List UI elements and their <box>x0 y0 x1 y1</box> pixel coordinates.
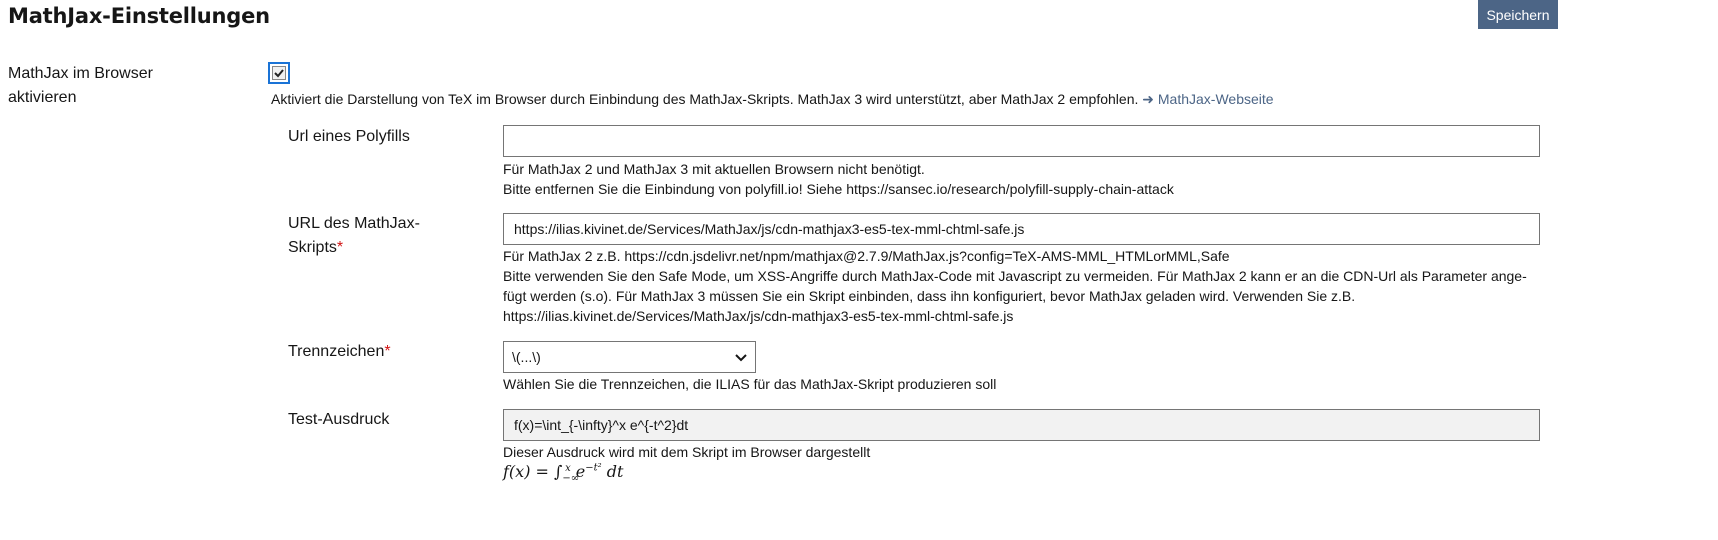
script-url-help <box>503 246 1543 326</box>
checkmark-icon <box>272 66 286 80</box>
enable-mathjax-description <box>271 89 1274 109</box>
polyfill-help <box>503 159 1543 199</box>
delimiter-select[interactable] <box>503 341 756 373</box>
arrow-right-icon: ➜ <box>1142 91 1154 107</box>
polyfill-url-input[interactable] <box>503 125 1540 157</box>
script-url-label-line: URL des MathJax- <box>288 215 420 232</box>
delimiter-label <box>288 340 488 364</box>
test-expression-input[interactable]: f(x)=\int_{-\infty}^x e^{-t^2}dt <box>503 409 1540 441</box>
polyfill-label: Url eines Polyfills <box>288 128 410 145</box>
page-title: MathJax-Einstellungen <box>8 4 270 28</box>
script-url-input[interactable]: https://ilias.kivinet.de/Services/MathJax/js/cdn-mathjax3-es5-tex-mml-chtml-safe.js <box>503 213 1540 245</box>
save-button[interactable]: Speichern <box>1478 0 1558 29</box>
formula-lower-bound: −∞ <box>562 473 580 485</box>
rendered-formula <box>503 462 623 484</box>
required-marker: * <box>336 239 344 256</box>
polyfill-help-line: Für MathJax 2 und MathJax 3 mit aktuellen Browsern nicht benötigt. <box>503 161 925 177</box>
enable-mathjax-checkbox[interactable] <box>268 62 290 84</box>
script-url-label-line: Skripts <box>288 239 337 256</box>
formula-dt: dt <box>606 462 624 481</box>
mathjax-website-link[interactable] <box>1142 91 1273 107</box>
delimiter-selected-value: \(...\) <box>512 349 541 365</box>
formula-upper-bound: x <box>565 462 571 474</box>
required-marker: * <box>384 343 391 360</box>
chevron-down-icon <box>735 349 747 365</box>
script-url-help-line: https://ilias.kivinet.de/Services/MathJax/js/cdn-mathjax3-es5-tex-mml-chtml-safe.js <box>503 308 1014 324</box>
test-expression-label: Test-Ausdruck <box>288 411 390 428</box>
polyfill-help-line: Bitte entfernen Sie die Einbindung von polyfill.io! Siehe https://sansec.io/research/polyfill-supply-chain-attack <box>503 181 1174 197</box>
formula-exponent: −t² <box>585 462 602 474</box>
script-url-label <box>288 212 488 260</box>
formula-lhs: f(x) = ∫ <box>503 462 563 481</box>
enable-mathjax-label: MathJax im Browser aktivieren <box>8 65 153 106</box>
formula-e: e <box>575 462 586 481</box>
enable-description-text: Aktiviert die Darstellung von TeX im Browser durch Einbindung des MathJax-Skripts. MathJax 3 wird unterstützt, aber MathJax 2 empfohlen. <box>271 91 1139 107</box>
delimiter-help: Wählen Sie die Trennzeichen, die ILIAS für das MathJax-Skript produzieren soll <box>503 376 997 392</box>
mathjax-website-link-text: MathJax-Webseite <box>1157 91 1274 107</box>
script-url-help-line: fügt werden (s.o). Für MathJax 3 müssen Sie ein Skript einbinden, dass ihn konfiguriert, bevor MathJax geladen wird. Verwenden Sie z.B. <box>503 288 1356 304</box>
test-expression-help: Dieser Ausdruck wird mit dem Skript im Browser dargestellt <box>503 444 871 460</box>
script-url-help-line: Bitte verwenden Sie den Safe Mode, um XSS-Angriffe durch MathJax-Code mit Javascript zu vermeiden. Für MathJax 2 kann er an die CDN-Url als Parameter ange- <box>503 268 1527 284</box>
script-url-help-line: Für MathJax 2 z.B. https://cdn.jsdelivr.net/npm/mathjax@2.7.9/MathJax.js?config=TeX-AMS-MML_HTMLorMML,Safe <box>503 248 1230 264</box>
delimiter-label-text: Trennzeichen <box>288 343 385 360</box>
